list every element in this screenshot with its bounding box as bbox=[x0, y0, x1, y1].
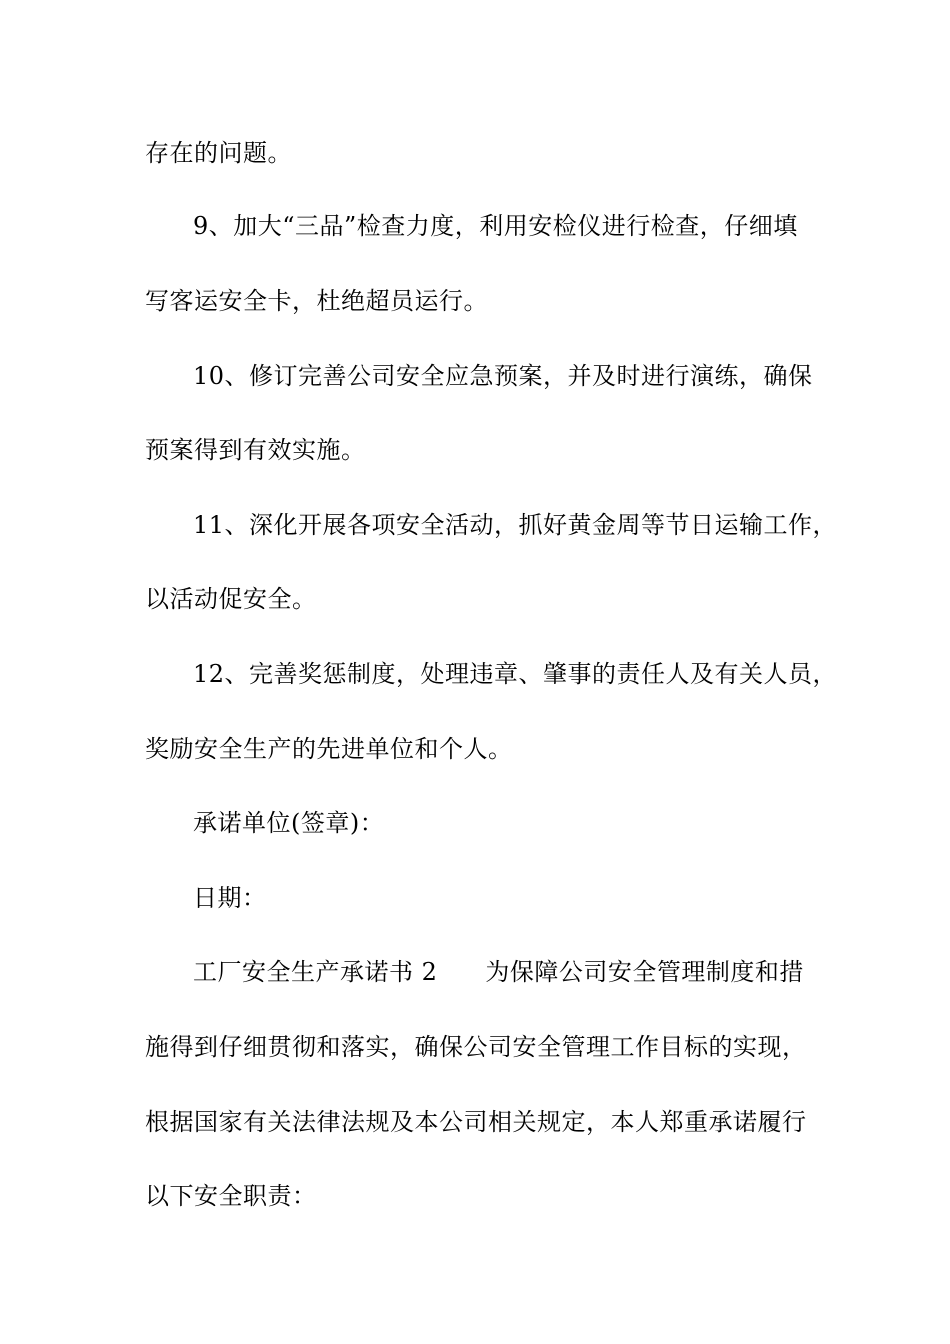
pledge-2-line-3 bbox=[145, 1107, 815, 1137]
paragraph-line: 预案得到有效实施。 bbox=[145, 436, 366, 464]
pledge-2-first-line bbox=[193, 957, 863, 987]
paragraph-line: 以下安全职责： bbox=[145, 1182, 317, 1210]
pledge-2-title: 工厂安全生产承诺书 2 bbox=[193, 958, 438, 986]
paragraph-line: 施得到仔细贯彻和落实，确保公司安全管理工作目标的实现， bbox=[145, 1033, 807, 1061]
paragraph-line: 奖励安全生产的先进单位和个人。 bbox=[145, 735, 513, 763]
paragraph-line: 存在的问题。 bbox=[145, 139, 292, 167]
signature-unit-label: 承诺单位(签章)： bbox=[193, 809, 385, 837]
paragraph-line: 11、深化开展各项安全活动，抓好黄金周等节日运输工作， bbox=[193, 511, 838, 539]
paragraph-item-9-line-2 bbox=[145, 286, 815, 316]
paragraph-item-10-line-1 bbox=[193, 361, 863, 391]
pledge-2-line-2 bbox=[145, 1032, 815, 1062]
paragraph-line: 10、修订完善公司安全应急预案，并及时进行演练，确保 bbox=[193, 362, 813, 390]
date-label: 日期： bbox=[193, 884, 267, 912]
paragraph-item-9-line-1 bbox=[193, 211, 863, 241]
paragraph-item-11-line-2 bbox=[145, 584, 815, 614]
date-line bbox=[193, 883, 863, 913]
paragraph-line: 写客运安全卡，杜绝超员运行。 bbox=[145, 287, 488, 315]
paragraph-item-10-line-2 bbox=[145, 435, 815, 465]
paragraph-line: 9、加大“三品”检查力度，利用安检仪进行检查，仔细填 bbox=[193, 212, 798, 240]
paragraph-line: 为保障公司安全管理制度和措 bbox=[485, 958, 804, 986]
paragraph-line: 根据国家有关法律法规及本公司相关规定，本人郑重承诺履行 bbox=[145, 1108, 807, 1136]
paragraph-item-12-line-1 bbox=[193, 659, 863, 689]
signature-unit-line bbox=[193, 808, 863, 838]
paragraph-item-11-line-1 bbox=[193, 510, 863, 540]
paragraph-item-12-line-2 bbox=[145, 734, 815, 764]
pledge-2-line-4 bbox=[145, 1181, 815, 1211]
paragraph-line: 12、完善奖惩制度，处理违章、肇事的责任人及有关人员， bbox=[193, 660, 838, 688]
paragraph-continuation bbox=[145, 138, 815, 168]
paragraph-line: 以活动促安全。 bbox=[145, 585, 317, 613]
